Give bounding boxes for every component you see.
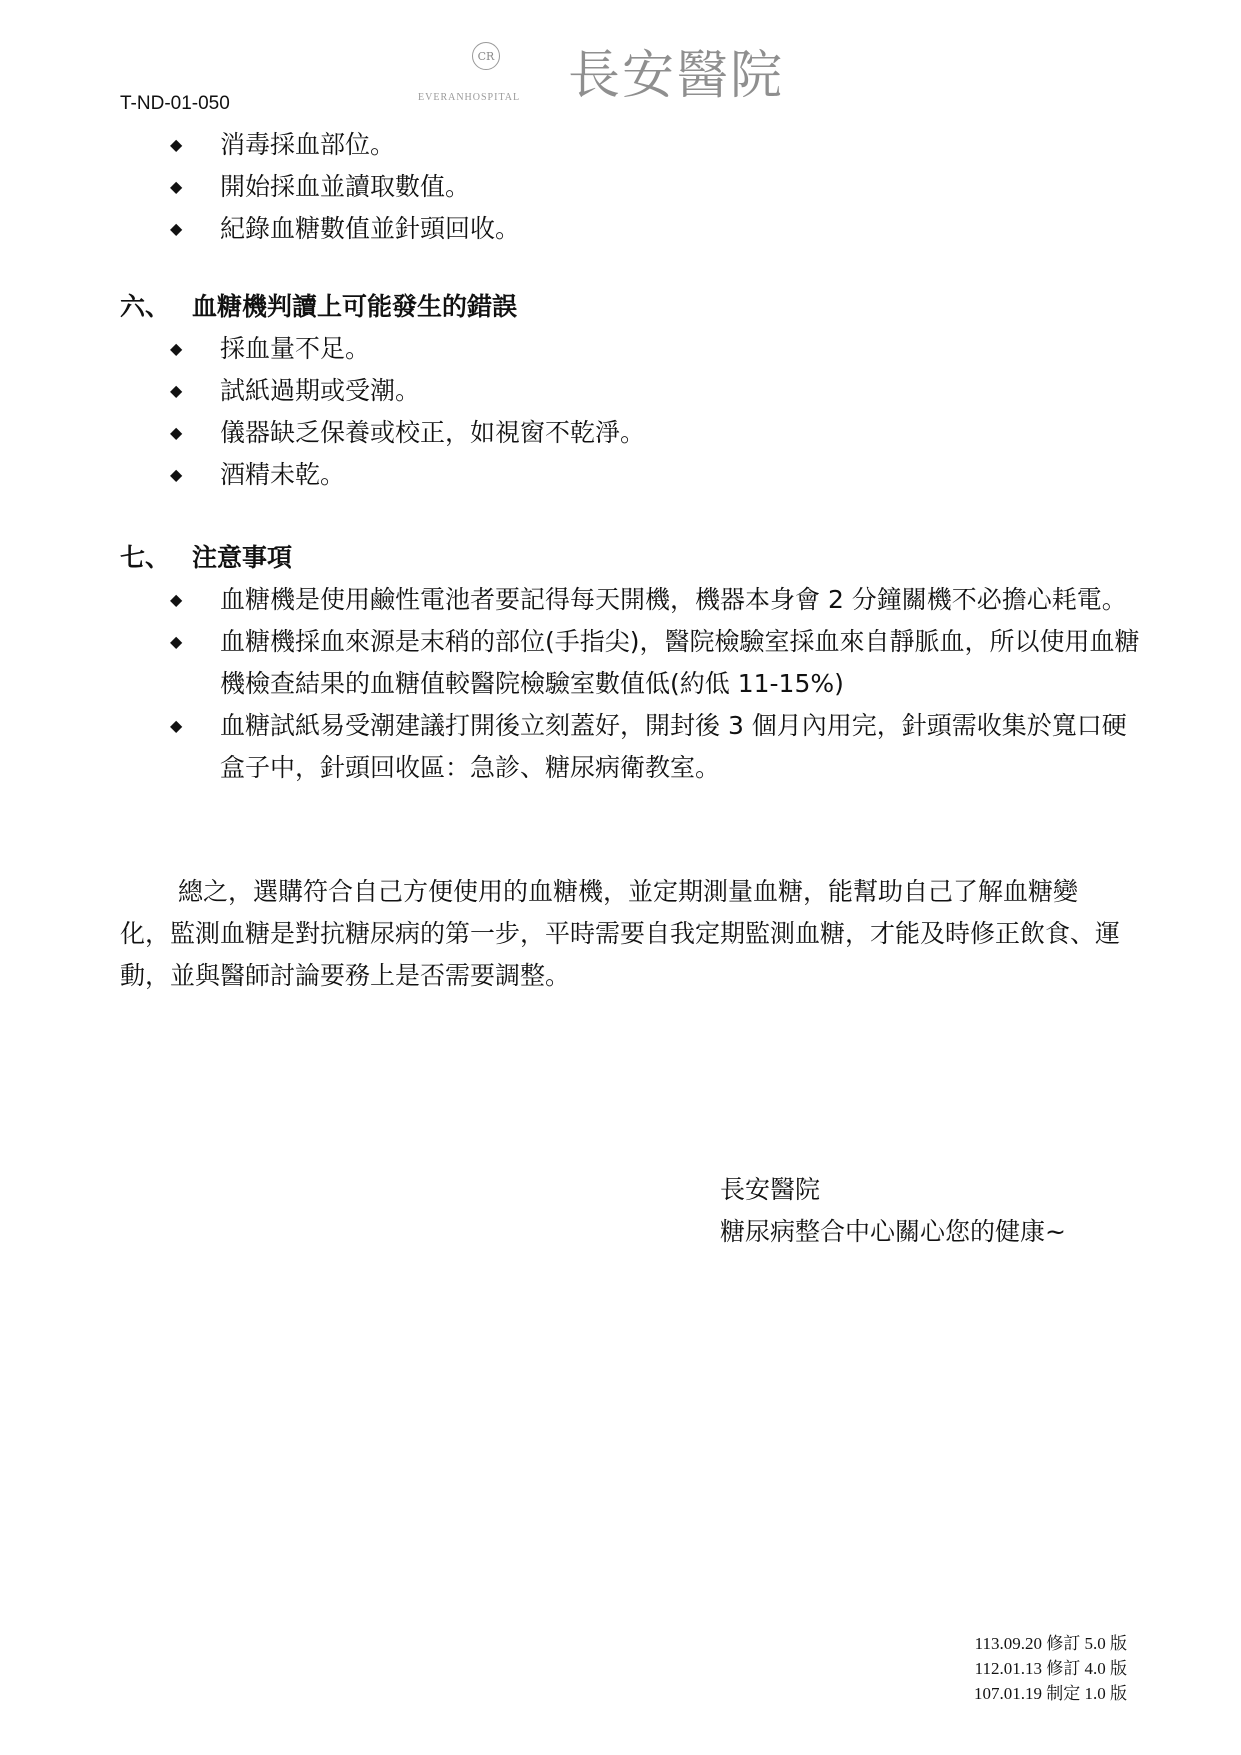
revision-line: 107.01.19 制定 1.0 版 — [974, 1684, 1127, 1703]
section-7-heading — [120, 537, 292, 579]
summary-paragraph: 總之，選購符合自己方便使用的血糖機，並定期測量血糖，能幫助自己了解血糖變化，監測血糖是對抗糖尿病的第一步，平時需要自我定期監測血糖，才能及時修正飲食、運動，並與醫師討論要務上是否需要調整。 — [120, 877, 1121, 990]
diamond-bullet-icon: ◆ — [170, 219, 183, 238]
section-7-title: 注意事項 — [192, 543, 293, 572]
diamond-bullet-icon: ◆ — [170, 590, 183, 609]
diamond-bullet-icon: ◆ — [170, 177, 183, 196]
revision-line: 113.09.20 修訂 5.0 版 — [974, 1634, 1127, 1653]
list-item: ◆ 開始採血並讀取數值。 — [170, 166, 1150, 208]
diamond-bullet-icon: ◆ — [170, 381, 183, 400]
section-6-number: 六、 — [120, 292, 171, 321]
list-item: ◆ 儀器缺乏保養或校正，如視窗不乾淨。 — [170, 412, 1150, 454]
steps-list — [170, 124, 1150, 250]
logo-english-name: EVERANHOSPITAL — [418, 92, 521, 103]
logo-chinese-name: 長安醫院 — [568, 46, 785, 106]
signature-hospital: 長安醫院 — [720, 1175, 821, 1204]
section-6-title: 血糖機判讀上可能發生的錯誤 — [192, 292, 518, 321]
diamond-bullet-icon: ◆ — [170, 716, 183, 735]
revision-line: 112.01.13 修訂 4.0 版 — [974, 1659, 1127, 1678]
diamond-bullet-icon: ◆ — [170, 465, 183, 484]
section-7-number: 七、 — [120, 543, 171, 572]
list-item: ◆ 血糖試紙易受潮建議打開後立刻蓋好，開封後 3 個月內用完，針頭需收集於寬口硬盒子中，針頭回收區：急診、糖尿病衛教室。 — [170, 705, 1150, 789]
list-item: ◆ 血糖機採血來源是末稍的部位(手指尖)，醫院檢驗室採血來自靜脈血，所以使用血糖機檢查結果的血糖值較醫院檢驗室數值低(約低 11-15%) — [170, 621, 1150, 705]
section-7-list — [170, 579, 1150, 789]
list-item: ◆ 採血量不足。 — [170, 328, 1150, 370]
hospital-logo — [418, 38, 818, 110]
section-6-heading — [120, 286, 517, 328]
document-code: T-ND-01-050 — [120, 93, 230, 114]
signature-block — [720, 1169, 1066, 1253]
list-item: ◆ 血糖機是使用鹼性電池者要記得每天開機，機器本身會 2 分鐘關機不必擔心耗電。 — [170, 579, 1150, 621]
signature-message: 糖尿病整合中心關心您的健康~ — [720, 1217, 1066, 1246]
diamond-bullet-icon: ◆ — [170, 135, 183, 154]
diamond-bullet-icon: ◆ — [170, 632, 183, 651]
hospital-emblem-icon: CR — [472, 42, 500, 70]
list-item: ◆ 酒精未乾。 — [170, 454, 1150, 496]
section-6-list — [170, 328, 1150, 496]
list-item: ◆ 消毒採血部位。 — [170, 124, 1150, 166]
list-item: ◆ 試紙過期或受潮。 — [170, 370, 1150, 412]
list-item: ◆ 紀錄血糖數值並針頭回收。 — [170, 208, 1150, 250]
diamond-bullet-icon: ◆ — [170, 423, 183, 442]
revision-history — [974, 1631, 1127, 1706]
diamond-bullet-icon: ◆ — [170, 339, 183, 358]
